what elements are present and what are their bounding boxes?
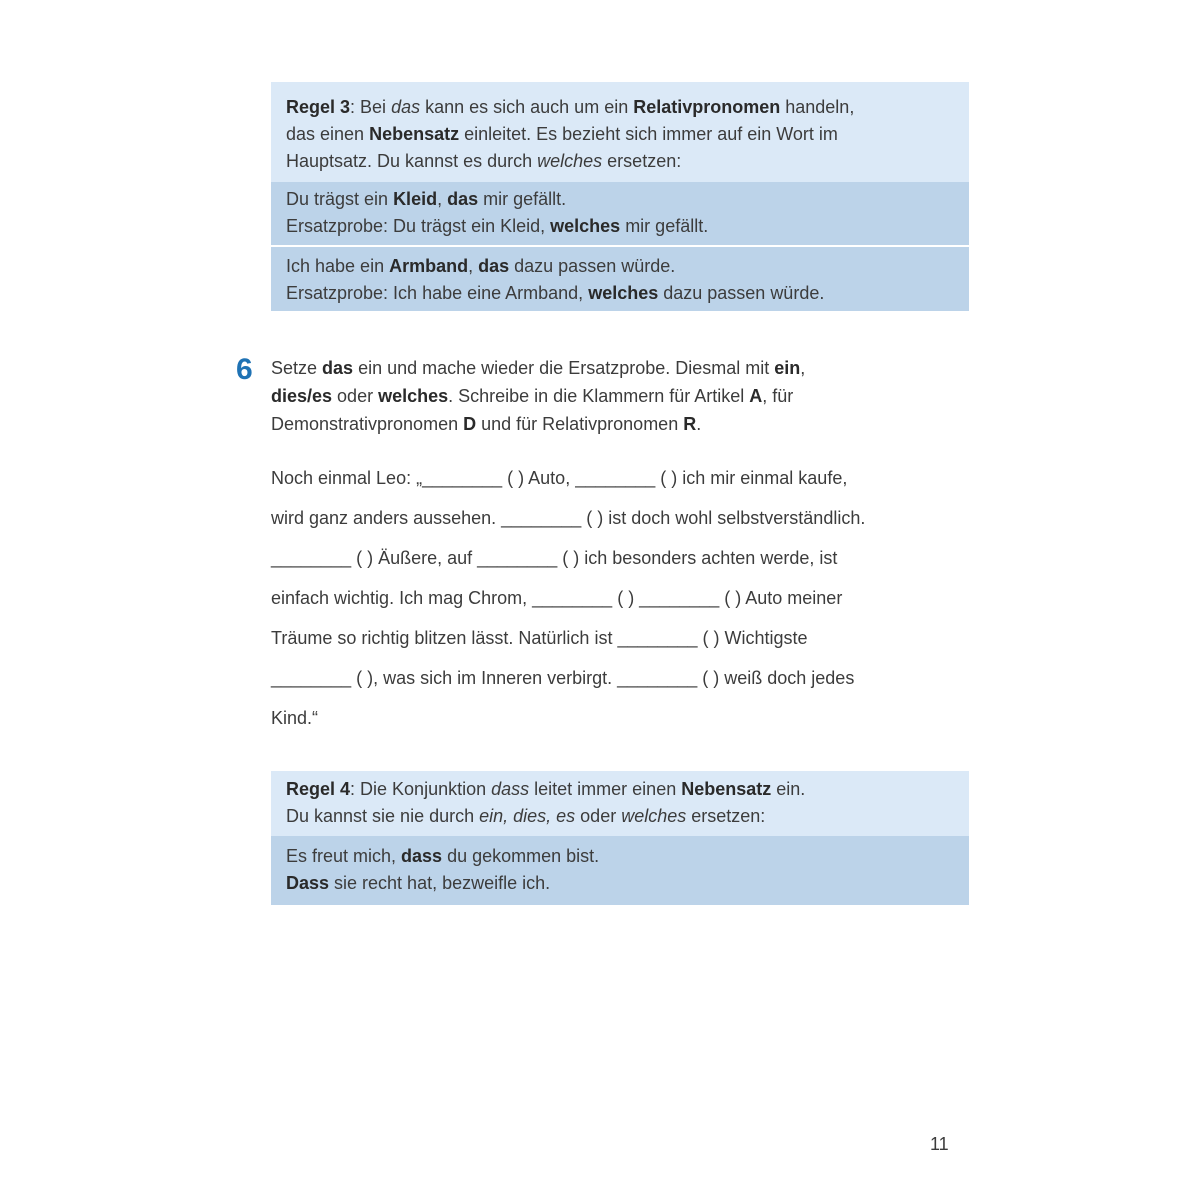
text-line: Regel 3: Bei das kann es sich auch um ein Relativpronomen handeln, <box>286 97 855 117</box>
rule-4-box <box>271 771 969 905</box>
bold-term: das <box>322 358 354 378</box>
exercise-line: Kind.“ <box>271 708 319 728</box>
italic-term: das <box>391 97 421 117</box>
page-number: 11 <box>930 1134 949 1154</box>
bold-term: Relativpronomen <box>633 97 781 117</box>
text-line: Ich habe ein Armband, das dazu passen würde. <box>286 256 676 276</box>
bold-term: das <box>478 256 510 276</box>
text-line: Du trägst ein Kleid, das mir gefällt. <box>286 189 567 209</box>
rule-3-box <box>271 82 969 311</box>
rule-4-statement <box>271 771 969 836</box>
bold-term: Nebensatz <box>369 124 460 144</box>
bold-term: das <box>447 189 479 209</box>
italic-term: welches <box>537 151 603 171</box>
rule-3-example-1 <box>271 182 969 245</box>
rule-3-statement <box>271 82 969 182</box>
bold-term: A <box>749 386 763 406</box>
italic-term: ein, dies, es <box>479 806 576 826</box>
bold-term: D <box>463 414 477 434</box>
rule-3-example-2 <box>271 245 969 311</box>
text-line: Demonstrativpronomen D und für Relativpronomen R. <box>271 414 702 434</box>
task-instructions <box>271 354 971 438</box>
bold-term: Armband <box>389 256 469 276</box>
exercise-line: ________ ( ) Äußere, auf ________ ( ) ich besonders achten werde, ist <box>271 548 838 568</box>
bold-term: ein <box>774 358 801 378</box>
exercise-line: ________ ( ), was sich im Inneren verbirgt. ________ ( ) weiß doch jedes <box>271 668 855 688</box>
text-line: Dass sie recht hat, bezweifle ich. <box>286 873 551 893</box>
text-line: Regel 4: Die Konjunktion dass leitet immer einen Nebensatz ein. <box>286 779 806 799</box>
bold-term: dass <box>401 846 443 866</box>
italic-term: dass <box>491 779 530 799</box>
text-line: das einen Nebensatz einleitet. Es bezieht sich immer auf ein Wort im <box>286 124 838 144</box>
fill-in-exercise <box>271 458 971 738</box>
text-line: Du kannst sie nie durch ein, dies, es oder welches ersetzen: <box>286 806 766 826</box>
bold-term: welches <box>588 283 659 303</box>
bold-term: Kleid <box>393 189 438 209</box>
bold-term: Dass <box>286 873 330 893</box>
rule-4-example <box>271 836 969 905</box>
text-line: Es freut mich, dass du gekommen bist. <box>286 846 600 866</box>
bold-term: R <box>683 414 697 434</box>
bold-term: dies/es <box>271 386 333 406</box>
text-line: Setze das ein und mache wieder die Ersatzprobe. Diesmal mit ein, <box>271 358 806 378</box>
bold-term: Regel 3 <box>286 97 351 117</box>
task-number: 6 <box>236 353 253 386</box>
exercise-line: wird ganz anders aussehen. ________ ( ) ist doch wohl selbstverständlich. <box>271 508 866 528</box>
text-line: Ersatzprobe: Ich habe eine Armband, welches dazu passen würde. <box>286 283 825 303</box>
bold-term: welches <box>550 216 621 236</box>
text-line: Hauptsatz. Du kannst es durch welches ersetzen: <box>286 151 682 171</box>
exercise-line: einfach wichtig. Ich mag Chrom, ________ ( ) ________ ( ) Auto meiner <box>271 588 843 608</box>
bold-term: Regel 4 <box>286 779 351 799</box>
bold-term: Nebensatz <box>681 779 772 799</box>
italic-term: welches <box>621 806 687 826</box>
exercise-line: Noch einmal Leo: „________ ( ) Auto, ________ ( ) ich mir einmal kaufe, <box>271 468 848 488</box>
exercise-line: Träume so richtig blitzen lässt. Natürlich ist ________ ( ) Wichtigste <box>271 628 808 648</box>
text-line: Ersatzprobe: Du trägst ein Kleid, welches mir gefällt. <box>286 216 709 236</box>
text-line: dies/es oder welches. Schreibe in die Klammern für Artikel A, für <box>271 386 794 406</box>
bold-term: welches <box>378 386 449 406</box>
